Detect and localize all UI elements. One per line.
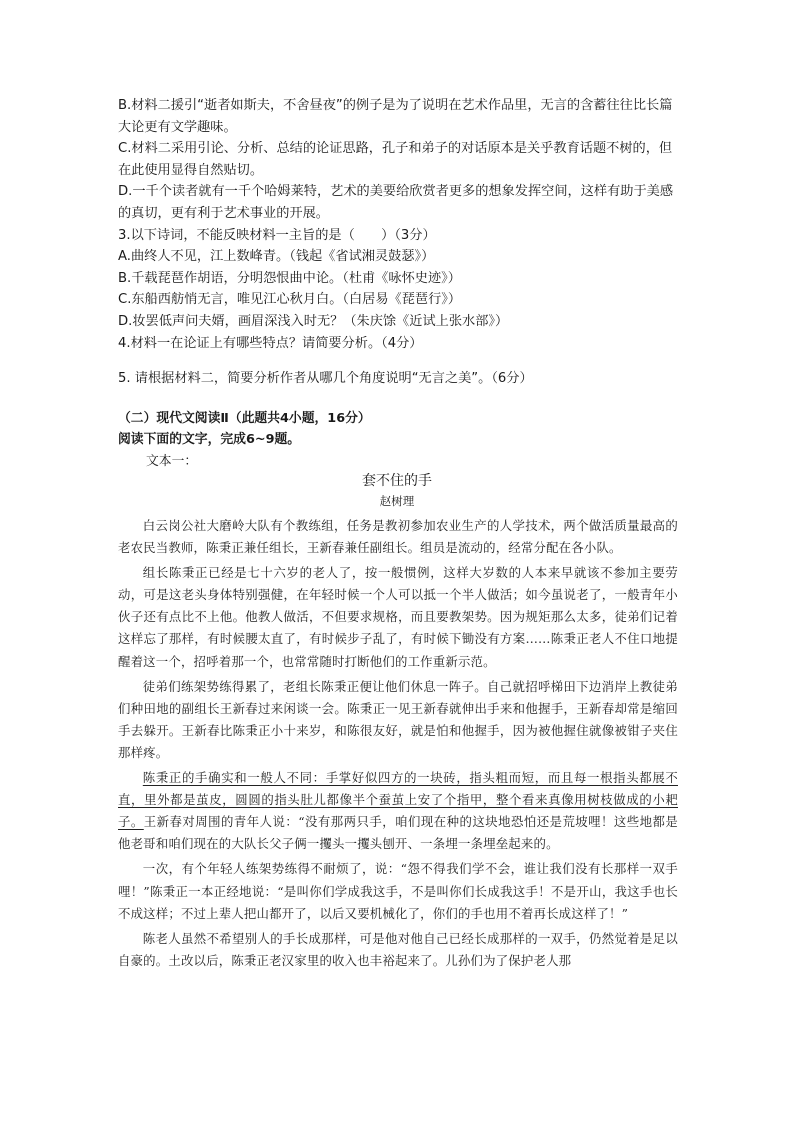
story-paragraph-3: 徒弟们练架势练得累了，老组长陈秉正便让他们休息一阵子。自己就招呼梯田下边消岸上教徒弟们种田地的副组长王新春过来闲谈一会。陈秉正一见王新春就伸出手来和他握手，王新春却常是缩回手去躲开。王新春比陈秉正小十来岁，和陈很友好，就是怕和他握手，因为被他握住就像被钳子夹住那样疼。 — [118, 678, 678, 760]
question-2-option-b: B.材料二援引“逝者如斯夫，不舍昼夜”的例子是为了说明在艺术作品里，无言的含蓄往往比长篇大论更有文学趣味。 — [118, 98, 673, 135]
section-instruction: 阅读下面的文字，完成6~9题。 — [118, 432, 301, 447]
story-body — [118, 515, 678, 975]
story-paragraph-2: 组长陈秉正已经是七十六岁的老人了，按一般惯例，这样大岁数的人本来早就该不参加主要劳动，可是这老头身体特别强健，在年轻时候一个人可以抵一个半人做活；如今虽说老了，一般青年小伙子还有点比不上他。他教人做活，不但要求规格，而且要教架势。因为规矩那么太多，徒弟们记着这样忘了那样，有时候腰太直了，有时候步子乱了，有时候下锄没有方案……陈秉正老人不住口地提醒着这一个，招呼着那一个，也常常随时打断他们的工作重新示范。 — [118, 565, 678, 669]
question-3-option-a: A.曲终人不见，江上数峰青。（钱起《省试湘灵鼓瑟》） — [118, 249, 435, 265]
section-heading: （二）现代文阅读Ⅱ（此题共4小题，16分） — [118, 411, 371, 426]
paragraph-4-continuation: 王新春对周围的青年人说：“没有那两只手，咱们现在种的这块地恐怕还是荒坡哩！这些地都是他老哥和咱们现在的大队长父子俩一攫头一攫头刨开、一条埋一条埋垒起来的。 — [118, 814, 679, 852]
question-5: 5. 请根据材料二，简要分析作者从哪几个角度说明“无言之美”。（6分） — [118, 371, 533, 386]
underlined-passage: 陈秉正的手确实和一般人不同：手掌好似四方的一块砖，指头粗而短，而且每一根指头都展不直，里外都是茧皮，圆圆的指头肚儿都像半个蚕茧上安了个指甲，整个看来真像用树枝做成的小耙子。 — [118, 770, 678, 830]
story-author: 赵树理 — [379, 494, 415, 508]
question-3-option-b: B.千载琵琶作胡语，分明怨恨曲中论。（杜甫《咏怀史迹》） — [118, 270, 461, 286]
story-paragraph-6: 陈老人虽然不希望别人的手长成那样，可是他对他自己已经长成那样的一双手，仍然觉着是足以自豪的。土改以后，陈秉正老汉家里的收入也丰裕起来了。儿孙们为了保护老人那 — [118, 930, 678, 968]
story-paragraph-4 — [118, 767, 678, 855]
story-paragraph-5: 一次，有个年轻人练架势练得不耐烦了，说：“怨不得我们学不会，谁让我们没有长那样一双手哩！”陈秉正一本正经地说：“是叫你们学成我这手，不是叫你们长成我这手！不是开山，我这手也长不成这样；不过上辈人把山都开了，以后又要机械化了，你们的手也用不着再长成这样了！” — [118, 861, 678, 921]
question-2-option-d: D.一千个读者就有一千个哈姆莱特，艺术的美要给欣赏者更多的想象发挥空间，这样有助于美感的真切，更有利于艺术事业的开展。 — [118, 184, 674, 221]
question-3-option-c: C.东船西舫悄无言，唯见江心秋月白。（白居易《琵琶行》） — [118, 292, 462, 308]
story-paragraph-1: 白云岗公社大磨岭大队有个教练组，任务是教初参加农业生产的人学技术，两个做活质量最高的老农民当教师，陈秉正兼任组长，王新春兼任副组长。组员是流动的，经常分配在各小队。 — [118, 518, 678, 556]
question-2-option-c: C.材料二采用引论、分析、总结的论证思路，孔子和弟子的对话原本是关乎教育话题不树的，但在此使用显得自然贴切。 — [118, 141, 673, 178]
question-3-option-d: D.妆罢低声问夫婿，画眉深浅入时无？（朱庆馀《近试上张水部》） — [118, 313, 509, 329]
question-3-stem: 3.以下诗词，不能反映材料一主旨的是（ ）（3分） — [118, 227, 436, 243]
question-options-block — [118, 95, 678, 354]
text-one-label: 文本一： — [146, 454, 198, 469]
question-4: 4.材料一在论证上有哪些特点？请简要分析。（4分） — [118, 335, 423, 351]
story-title: 套不住的手 — [362, 473, 432, 489]
